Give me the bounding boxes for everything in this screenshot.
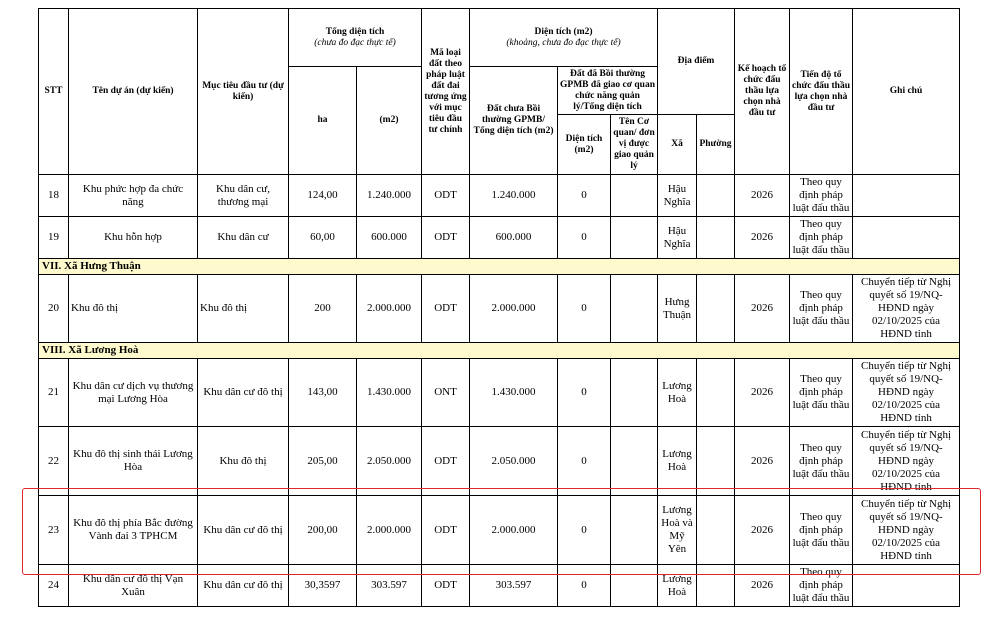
cell-muc-tieu: Khu dân cư đô thị [198,565,289,607]
cell-stt: 22 [39,427,69,496]
cell-phuong [697,359,735,427]
cell-ma: ODT [422,565,470,607]
cell-phuong [697,565,735,607]
cell-ma: ODT [422,427,470,496]
cell-da-bt: 0 [558,217,611,259]
cell-chua-bt: 2.050.000 [470,427,558,496]
cell-phuong [697,427,735,496]
cell-phuong [697,275,735,343]
cell-da-bt: 0 [558,427,611,496]
col-header-muc-tieu: Mục tiêu đầu tư (dự kiến) [198,9,289,175]
cell-chua-bt: 2.000.000 [470,496,558,565]
cell-ghi-chu: Chuyển tiếp từ Nghị quyết số 19/NQ-HĐND ngày 02/10/2025 của HĐND tỉnh [853,359,960,427]
cell-m2: 2.000.000 [357,275,422,343]
cell-stt: 20 [39,275,69,343]
cell-ha: 200,00 [289,496,357,565]
cell-ghi-chu [853,565,960,607]
cell-da-bt: 0 [558,565,611,607]
cell-stt: 21 [39,359,69,427]
col-header-ha: ha [289,67,357,175]
col-header-dien-tich-m2: Diện tích (m2) [558,115,611,175]
cell-ten: Khu phức hợp đa chức năng [69,175,198,217]
table-row [39,175,960,217]
cell-ha: 30,3597 [289,565,357,607]
cell-phuong [697,217,735,259]
cell-xa: Lương Hoà [658,565,697,607]
cell-xa: Hậu Nghĩa [658,175,697,217]
cell-chua-bt: 2.000.000 [470,275,558,343]
cell-ten: Khu đô thị phía Bắc đường Vành đai 3 TPHCM [69,496,198,565]
cell-phuong [697,175,735,217]
cell-ten: Khu dân cư dịch vụ thương mại Lương Hòa [69,359,198,427]
cell-xa: Hưng Thuận [658,275,697,343]
col-header-ghi-chu: Ghi chú [853,9,960,175]
col-header-phuong: Phường [697,115,735,175]
cell-ha: 60,00 [289,217,357,259]
cell-stt: 24 [39,565,69,607]
cell-chua-bt: 1.240.000 [470,175,558,217]
col-header-dien-tich: Diện tích (m2) (khoảng, chưa đo đạc thực tế) [470,9,658,67]
cell-muc-tieu: Khu dân cư [198,217,289,259]
cell-ha: 205,00 [289,427,357,496]
cell-chua-bt: 1.430.000 [470,359,558,427]
cell-m2: 600.000 [357,217,422,259]
col-header-ten-co-quan: Tên Cơ quan/ đơn vị được giao quản lý [611,115,658,175]
cell-ke-hoach: 2026 [735,565,790,607]
cell-ghi-chu [853,175,960,217]
section-row [39,343,960,359]
cell-da-bt: 0 [558,175,611,217]
cell-xa: Hậu Nghĩa [658,217,697,259]
cell-xa: Lương Hoà [658,359,697,427]
section-row [39,259,960,275]
cell-ma: ODT [422,175,470,217]
cell-muc-tieu: Khu dân cư đô thị [198,496,289,565]
cell-muc-tieu: Khu dân cư, thương mại [198,175,289,217]
cell-da-bt: 0 [558,275,611,343]
cell-m2: 1.240.000 [357,175,422,217]
table-row [39,217,960,259]
col-header-m2: (m2) [357,67,422,175]
cell-ma: ODT [422,496,470,565]
cell-muc-tieu: Khu đô thị [198,275,289,343]
cell-tien-do: Theo quy định pháp luật đấu thầu [790,275,853,343]
cell-co-quan [611,175,658,217]
cell-m2: 2.050.000 [357,427,422,496]
cell-xa: Lương Hoà [658,427,697,496]
cell-ke-hoach: 2026 [735,359,790,427]
table-row [39,427,960,496]
cell-ghi-chu: Chuyển tiếp từ Nghị quyết số 19/NQ-HĐND ngày 02/10/2025 của HĐND tỉnh [853,275,960,343]
cell-ke-hoach: 2026 [735,217,790,259]
table-body [39,175,960,607]
cell-m2: 1.430.000 [357,359,422,427]
table-row [39,496,960,565]
cell-m2: 2.000.000 [357,496,422,565]
cell-ha: 124,00 [289,175,357,217]
cell-ten: Khu hỗn hợp [69,217,198,259]
table-row [39,359,960,427]
cell-ghi-chu [853,217,960,259]
cell-ke-hoach: 2026 [735,275,790,343]
cell-co-quan [611,275,658,343]
cell-tien-do: Theo quy định pháp luật đấu thầu [790,427,853,496]
cell-ke-hoach: 2026 [735,496,790,565]
cell-co-quan [611,496,658,565]
cell-stt: 18 [39,175,69,217]
cell-co-quan [611,217,658,259]
cell-muc-tieu: Khu đô thị [198,427,289,496]
col-header-tong-dien-tich: Tổng diện tích (chưa đo đạc thực tế) [289,9,422,67]
cell-ke-hoach: 2026 [735,175,790,217]
cell-da-bt: 0 [558,496,611,565]
col-header-ma-loai-dat: Mã loại đất theo pháp luật đất đai tương ứng với mục tiêu đầu tư chính [422,9,470,175]
cell-stt: 19 [39,217,69,259]
cell-ma: ODT [422,217,470,259]
col-header-ten-du-an: Tên dự án (dự kiến) [69,9,198,175]
cell-chua-bt: 303.597 [470,565,558,607]
col-header-dat-chua-bt: Đất chưa Bồi thường GPMB/ Tổng diện tích (m2) [470,67,558,175]
cell-ten: Khu đô thị sinh thái Lương Hòa [69,427,198,496]
cell-tien-do: Theo quy định pháp luật đấu thầu [790,565,853,607]
section-label: VIII. Xã Lương Hoà [39,343,960,359]
cell-tien-do: Theo quy định pháp luật đấu thầu [790,217,853,259]
cell-chua-bt: 600.000 [470,217,558,259]
project-table [38,8,960,607]
cell-phuong [697,496,735,565]
col-header-dat-da-bt: Đất đã Bồi thường GPMB đã giao cơ quan chức năng quản lý/Tổng diện tích [558,67,658,115]
cell-ke-hoach: 2026 [735,427,790,496]
cell-muc-tieu: Khu dân cư đô thị [198,359,289,427]
cell-ghi-chu: Chuyển tiếp từ Nghị quyết số 19/NQ-HĐND ngày 02/10/2025 của HĐND tỉnh [853,427,960,496]
cell-tien-do: Theo quy định pháp luật đấu thầu [790,359,853,427]
cell-da-bt: 0 [558,359,611,427]
cell-ten: Khu dân cư đô thị Vạn Xuân [69,565,198,607]
col-header-xa: Xã [658,115,697,175]
cell-ten: Khu đô thị [69,275,198,343]
col-header-dia-diem: Địa điểm [658,9,735,115]
col-header-ke-hoach: Kế hoạch tổ chức đấu thầu lựa chọn nhà đầu tư [735,9,790,175]
cell-m2: 303.597 [357,565,422,607]
table-row [39,565,960,607]
cell-ha: 143,00 [289,359,357,427]
cell-co-quan [611,427,658,496]
cell-xa: Lương Hoà và Mỹ Yên [658,496,697,565]
cell-co-quan [611,565,658,607]
table-row [39,275,960,343]
cell-ghi-chu: Chuyển tiếp từ Nghị quyết số 19/NQ-HĐND ngày 02/10/2025 của HĐND tỉnh [853,496,960,565]
cell-ma: ONT [422,359,470,427]
cell-ha: 200 [289,275,357,343]
section-label: VII. Xã Hưng Thuận [39,259,960,275]
cell-tien-do: Theo quy định pháp luật đấu thầu [790,496,853,565]
cell-tien-do: Theo quy định pháp luật đấu thầu [790,175,853,217]
col-header-stt: STT [39,9,69,175]
cell-ma: ODT [422,275,470,343]
cell-co-quan [611,359,658,427]
cell-stt: 23 [39,496,69,565]
col-header-tien-do: Tiến độ tổ chức đấu thầu lựa chọn nhà đầu tư [790,9,853,175]
